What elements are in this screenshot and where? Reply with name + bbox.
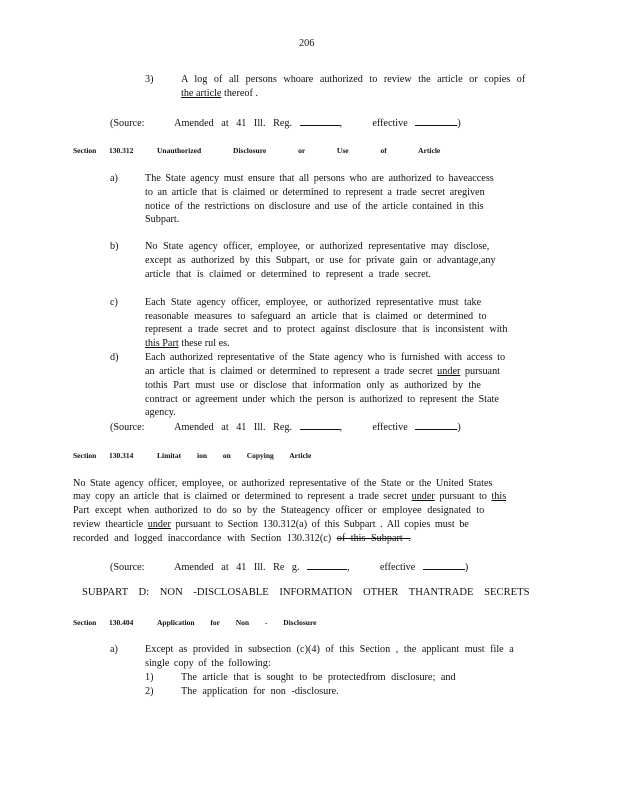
item-c-line: represent a trade secret and to protect against disclosure that is inconsistent with: [145, 324, 508, 335]
item-c-line: this Part these rul es.: [145, 338, 230, 349]
list-item-marker: 2): [145, 686, 154, 697]
subpart-heading: SUBPART D: NON -DISCLOSABLE INFORMATION OTHER THANTRADE SECRETS: [82, 587, 530, 598]
section-label: Section: [73, 451, 97, 460]
item-d-line: an article that is claimed or determined to represent a trade secret under pursuant: [145, 366, 500, 377]
page-number: 206: [299, 38, 315, 49]
item-b-line: except as authorized by this Subpart, or use for private gain or advantage,any: [145, 255, 496, 266]
item-d-line: Each authorized representative of the State agency who is furnished with access to: [145, 352, 506, 363]
item-a-line: Subpart.: [145, 214, 180, 225]
item-a-marker: a): [110, 644, 118, 655]
source-note: (Source: Amended at 41 Ill. Re g. , effective ): [110, 562, 469, 573]
list-item: The article that is sought to be protectedfrom disclosure; and: [181, 672, 456, 683]
section-number: 130.312: [109, 146, 134, 155]
item-a-line: notice of the restrictions on disclosure and use of the article contained in this: [145, 201, 484, 212]
item-b-marker: b): [110, 241, 119, 252]
item-d-line: tothis Part must use or disclose that information only as authorized by the: [145, 380, 481, 391]
section-number: 130.314: [109, 451, 134, 460]
body-line: No State agency officer, employee, or authorized representative of the State or the United States: [73, 478, 493, 489]
item-d-line: contract or agreement under which the person is authorized to represent the State: [145, 394, 499, 405]
section-title: Unauthorized Disclosure or Use of Article: [157, 146, 441, 155]
item-a-line: The State agency must ensure that all persons who are authorized to haveaccess: [145, 173, 494, 184]
item-3-marker: 3): [145, 74, 154, 85]
section-title: Limitat ion on Copying Article: [157, 451, 312, 460]
item-a-line: single copy of the following:: [145, 658, 271, 669]
item-c-line: reasonable measures to safeguard an article that is claimed or determined to: [145, 311, 487, 322]
body-line: recorded and logged inaccordance with Section 130.312(c) of this Subpart .: [73, 533, 411, 544]
item-3-text-2: the article thereof .: [181, 88, 258, 99]
item-c-marker: c): [110, 297, 118, 308]
item-d-marker: d): [110, 352, 119, 363]
list-item-marker: 1): [145, 672, 154, 683]
list-item: The application for non -disclosure.: [181, 686, 339, 697]
item-c-line: Each State agency officer, employee, or authorized representative must take: [145, 297, 482, 308]
section-label: Section: [73, 146, 97, 155]
item-3-text: A log of all persons whoare authorized to review the article or copies of: [181, 74, 526, 85]
source-note: (Source: Amended at 41 Ill. Reg. , effective ): [110, 422, 461, 433]
item-b-line: No State agency officer, employee, or authorized representative may disclose,: [145, 241, 490, 252]
item-a-line: to an article that is claimed or determined to represent a trade secret aregiven: [145, 187, 485, 198]
body-line: may copy an article that is claimed or determined to represent a trade secret under pursuant to this: [73, 491, 507, 502]
source-note: (Source: Amended at 41 Ill. Reg. , effective ): [110, 118, 461, 129]
item-d-line: agency.: [145, 407, 176, 418]
item-a-marker: a): [110, 173, 118, 184]
section-number: 130.404: [109, 618, 134, 627]
item-a-line: Except as provided in subsection (c)(4) of this Section , the applicant must file a: [145, 644, 514, 655]
body-line: Part except when authorized to do so by the Stateagency officer or employee designated to: [73, 505, 485, 516]
section-title: Application for Non - Disclosure: [157, 618, 317, 627]
item-b-line: article that is claimed or determined to represent a trade secret.: [145, 269, 431, 280]
section-label: Section: [73, 618, 97, 627]
body-line: review thearticle under pursuant to Section 130.312(a) of this Subpart . All copies must be: [73, 519, 469, 530]
